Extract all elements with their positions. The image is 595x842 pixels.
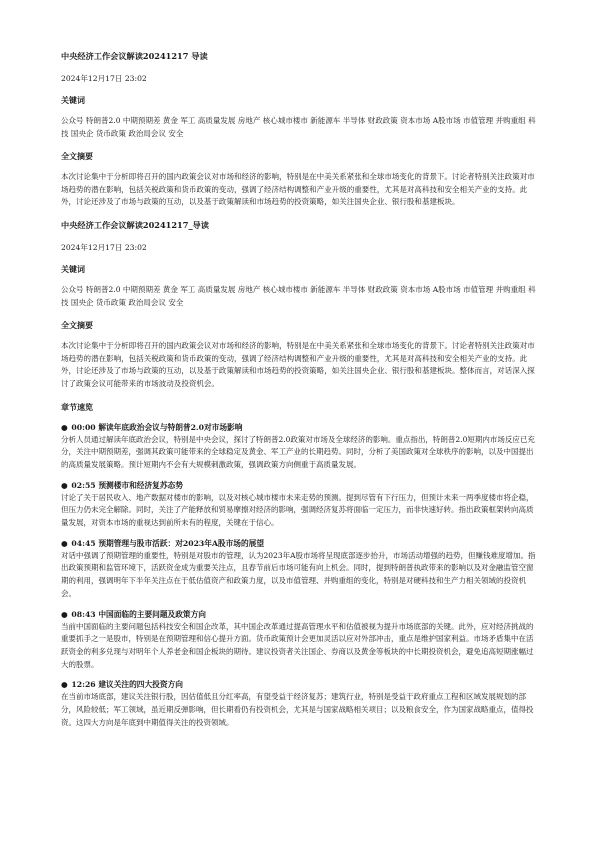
- chapter-body: 当前中国面临的主要问题包括科技安全和国企改革，其中国企改革通过提高管理水平和估值被视为提升市场底部的关键。此外，应对经济挑战的重要抓手之一是股市，特别是在预期管理和信心提升方面。货币政策预计会更加灵活以应对外部冲击，重点是维护国家利益。市场矛盾集中在活跃资金的利多兑现与对明年个人养老金和国企板块的期待。建议投资者关注国企、券商以及黄金等板块的中长期投资机会，避免追高短期涨幅过大的股票。: [61, 621, 534, 669]
- keywords-text: 公众号 特朗普2.0 中期预期差 黄金 军工 高质量发展 房地产 核心城市楼市 新能源车 半导体 财政政策 资本市场 A股市场 市值管理 并购重组 科技 国央企 货币政策 政治局会议 安全: [61, 116, 536, 138]
- bullet-icon: ●: [61, 480, 68, 490]
- summary-text-repeat: 本次讨论集中于分析即将召开的国内政策会议对市场和经济的影响，特别是在中美关系紧张和全球市场变化的背景下。讨论者特别关注政策对市场趋势的潜在影响，包括关税政策和货币政策的变动，强调了经济结构调整和产业升级的重要性，尤其是对高科技和安全相关产业的支持。此外，讨论还涉及了市场与政策的互动，以及基于政策解读和市场趋势的投资策略，如关注国央企业、银行股和基建板块。整体而言，对话深入探讨了政策会议可能带来的市场波动及投资机会。: [61, 341, 535, 388]
- document-title-repeat: 中央经济工作会议解读20241217_导读: [61, 219, 209, 230]
- chapter-body: 对话中强调了预期管理的重要性，特别是对股市的管理，认为2023年A股市场将呈现底部逐步抬升，市场活动增强的趋势，但赚钱难度增加。指出政策预期和监管环境下，活跃资金成为重要关注点，且春节前后市场可能有向上机会。同时，提到特朗普执政带来的影响以及对金融监管空窗期的利用，强调明年下半年关注点在于低估值资产和政策力度，以及市值管理、并购重组的变化，特别是对硬科技和生产力相关领域的投资机会。: [61, 550, 536, 598]
- keywords-text-repeat: 公众号 特朗普2.0 中期预期差 黄金 军工 高质量发展 房地产 核心城市楼市 新能源车 半导体 财政政策 资本市场 A股市场 市值管理 并购重组 科技 国央企 货币政策 政治局会议 安全: [61, 284, 536, 307]
- chapter-title: 00:00 解读年底政治会议与特朗普2.0对市场影响: [71, 422, 243, 432]
- chapter-item: [61, 422, 537, 472]
- document-date: 2024年12月17日 23:02: [61, 74, 147, 83]
- chapter-item: [61, 480, 537, 530]
- chapter-body: 分析人员通过解读年底政治会议，特别是中央会议，探讨了特朗普2.0政策对市场及全球经济的影响。重点指出，特朗普2.0短期内市场反应已充分，关注中期预期差，强调其政策可能带来的全球稳定及黄金、军工产业的长期趋势。同时，分析了美国政策对全球秩序的影响，以及中国提出的高质量发展策略。预计短期内不会有大规模刺激政策，强调政策方向侧重于高质量发展。: [61, 434, 535, 469]
- document-content: [61, 50, 537, 737]
- keywords-label-repeat: 关键词: [61, 263, 85, 274]
- summary-label-repeat: 全文摘要: [61, 320, 93, 331]
- chapter-title: 08:43 中国面临的主要问题及政策方向: [71, 609, 206, 619]
- keywords-label: 关键词: [61, 95, 85, 105]
- chapter-heading: [61, 609, 537, 621]
- bullet-icon: ●: [61, 422, 68, 432]
- chapter-title: 04:45 预期管理与股市活跃：对2023年A股市场的展望: [71, 538, 265, 548]
- bullet-icon: ●: [61, 538, 68, 548]
- document-date-repeat: 2024年12月17日 23:02: [61, 242, 147, 252]
- chapter-item: [61, 538, 537, 601]
- chapter-body: 在当前市场底部，建议关注银行股，因估值低且分红率高，有望受益于经济复苏；建筑行业，特别是受益于政府重点工程和区域发展规划的部分，风险较低；军工领域，虽近期反弹影响，但长期看仍有投资机会，尤其是与国家战略相关项目；以及粮食安全，作为国家战略重点，值得投资。这四大方向是年底到中期值得关注的投资领域。: [61, 692, 534, 727]
- bullet-icon: ●: [61, 609, 68, 619]
- chapters-label: 章节速览: [61, 401, 93, 412]
- chapter-title: 12:26 建议关注的四大投资方向: [71, 680, 183, 690]
- chapter-heading: [61, 679, 537, 691]
- chapter-title: 02:55 预测楼市和经济复苏态势: [71, 480, 183, 490]
- chapter-body: 讨论了关于居民收入、地产数据对楼市的影响，以及对核心城市楼市未来走势的预测。提到尽管有下行压力，但预计未来一两季度楼市将企稳，但压力仍未完全解除。同时，关注了产能释放和贸易摩擦对经济的影响，强调经济复苏将面临一定压力，而非快速好转。指出政策框架转向高质量发展，对资本市场的重视达到前所未有的程度，关键在于信心。: [61, 492, 534, 528]
- bullet-icon: ●: [61, 680, 68, 690]
- chapter-heading: [61, 422, 537, 434]
- chapter-heading: [61, 480, 537, 492]
- chapter-heading: [61, 538, 537, 550]
- summary-label: 全文摘要: [61, 151, 93, 162]
- chapter-item: [61, 609, 537, 672]
- chapter-item: [61, 679, 537, 729]
- summary-text: 本次讨论集中于分析即将召开的国内政策会议对市场和经济的影响，特别是在中美关系紧张和全球市场变化的背景下。讨论者特别关注政策对市场趋势的潜在影响，包括关税政策和货币政策的变动，强调了经济结构调整和产业升级的重要性，尤其是对高科技和安全相关产业的支持。此外，讨论还涉及了市场与政策的互动，以及基于政策解读和市场趋势的投资策略，如关注国央企业、银行股和基建板块。: [61, 172, 535, 207]
- document-title: 中央经济工作会议解读20241217 导读: [61, 51, 208, 61]
